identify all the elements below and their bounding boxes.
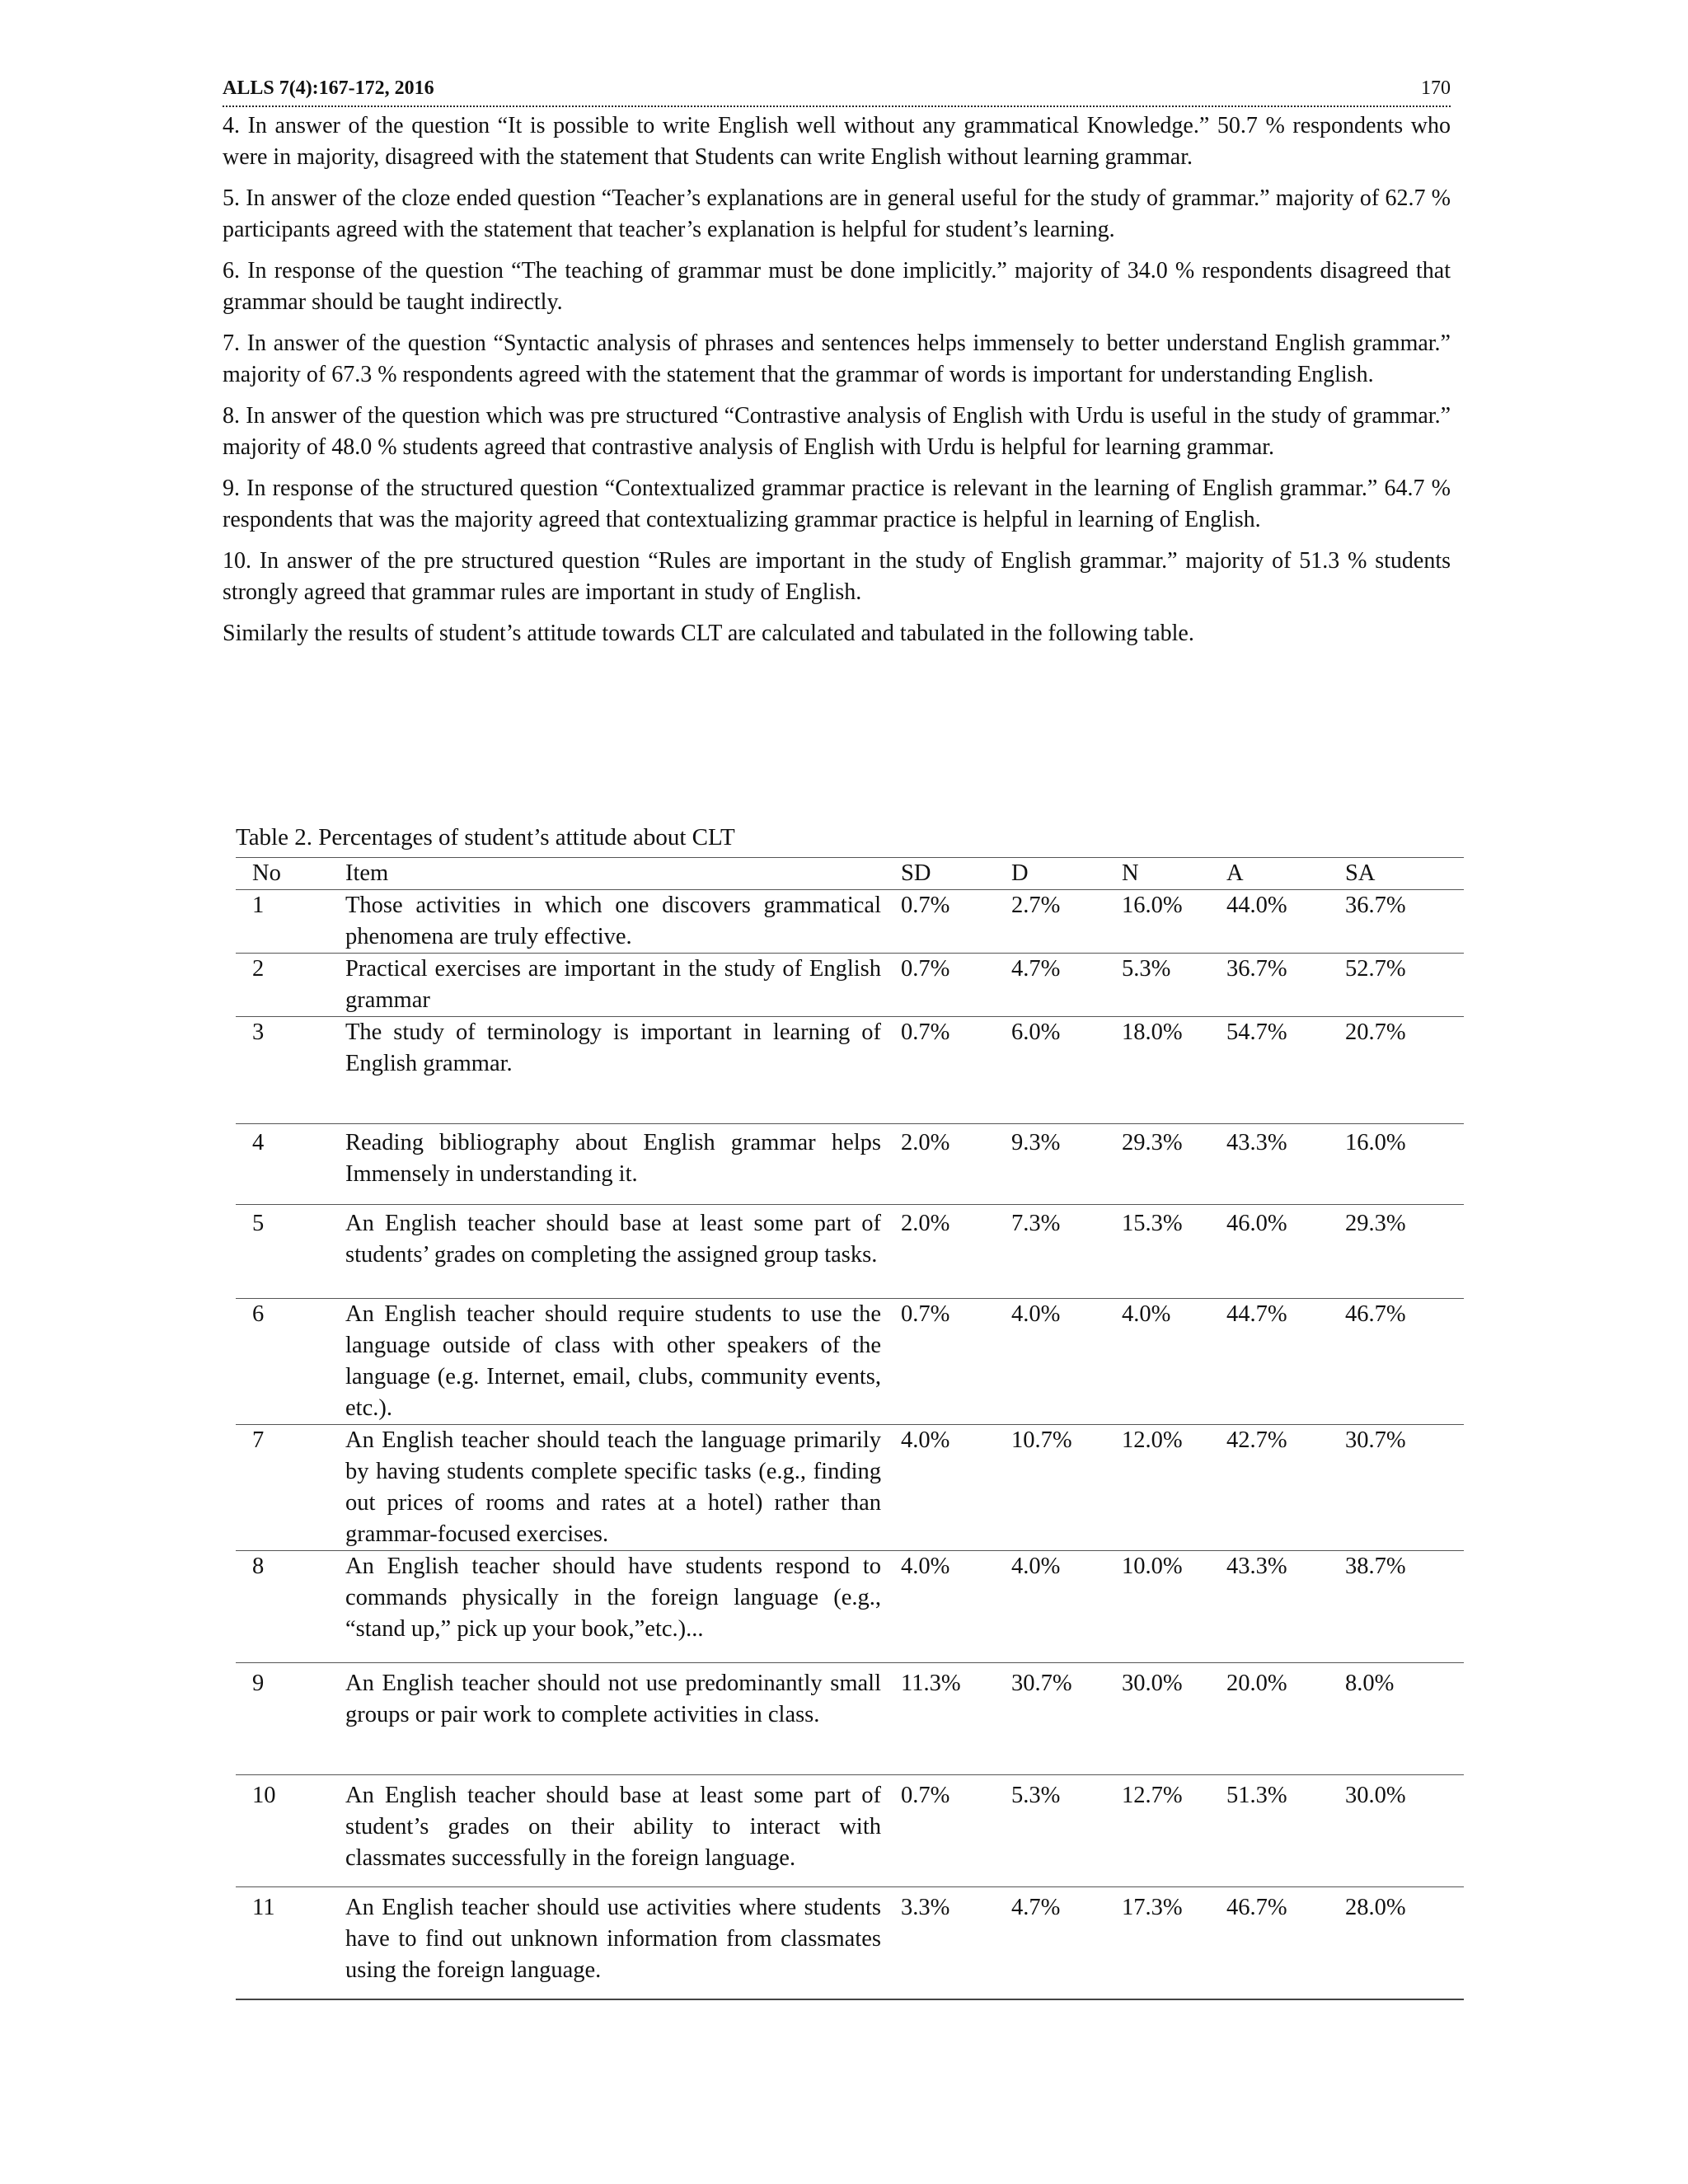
table-row	[236, 1124, 1464, 1205]
cell-sd: 0.7%	[901, 893, 950, 918]
cell-a: 20.0%	[1226, 1671, 1287, 1696]
cell-item: An English teacher should have students respond to commands physically in the foreign language (e.g., “stand up,” pick up your book,”etc.)...	[345, 1554, 881, 1642]
cell-d: 30.7%	[1011, 1671, 1072, 1696]
column-header-n: N	[1122, 860, 1139, 886]
paragraph-finding-5: 5. In answer of the cloze ended question “Teacher’s explanations are in general useful for the study of grammar.” majority of 62.7 % participants agreed with the statement that teacher’s explanation is helpful for student’s learning.	[223, 185, 1451, 242]
cell-sd: 0.7%	[901, 1019, 950, 1045]
cell-a: 42.7%	[1226, 1427, 1287, 1453]
page-number: 170	[1421, 77, 1451, 99]
table-row	[236, 1887, 1464, 1999]
cell-a: 44.7%	[1226, 1301, 1287, 1327]
cell-item: Practical exercises are important in the study of English grammar	[345, 956, 881, 1013]
cell-n: 15.3%	[1122, 1211, 1183, 1236]
column-header-a: A	[1226, 860, 1244, 886]
cell-d: 4.0%	[1011, 1554, 1061, 1579]
cell-d: 5.3%	[1011, 1783, 1061, 1808]
cell-a: 44.0%	[1226, 893, 1287, 918]
paragraph-finding-8: 8. In answer of the question which was pre structured “Contrastive analysis of English with Urdu is useful in the study of grammar.” majority of 48.0 % students agreed that contrastive analysis of English with Urdu is helpful for learning grammar.	[223, 403, 1451, 460]
body-text	[223, 110, 1451, 659]
table-row	[236, 1425, 1464, 1551]
column-header-sa: SA	[1345, 860, 1376, 886]
cell-item: The study of terminology is important in learning of English grammar.	[345, 1019, 881, 1076]
cell-no: 1	[252, 893, 265, 918]
cell-sd: 0.7%	[901, 1783, 950, 1808]
column-header-no: No	[252, 860, 281, 886]
cell-no: 6	[252, 1301, 265, 1327]
cell-sd: 4.0%	[901, 1554, 950, 1579]
table-row	[236, 1551, 1464, 1663]
paragraph-finding-10: 10. In answer of the pre structured question “Rules are important in the study of English grammar.” majority of 51.3 % students strongly agreed that grammar rules are important in study of English.	[223, 548, 1451, 605]
paragraph-finding-9: 9. In response of the structured question “Contextualized grammar practice is relevant in the learning of English grammar.” 64.7 % respondents that was the majority agreed that contextualizing grammar practice is helpful in learning of English.	[223, 476, 1451, 532]
cell-sd: 0.7%	[901, 1301, 950, 1327]
paragraph-finding-7: 7. In answer of the question “Syntactic analysis of phrases and sentences helps immensely to better understand English grammar.” majority of 67.3 % respondents agreed with the statement that the grammar of words is important for understanding English.	[223, 330, 1451, 387]
cell-d: 4.7%	[1011, 956, 1061, 982]
cell-no: 2	[252, 956, 265, 982]
cell-item: An English teacher should base at least some part of students’ grades on completing the assigned group tasks.	[345, 1211, 881, 1268]
cell-sa: 29.3%	[1345, 1211, 1406, 1236]
cell-sa: 46.7%	[1345, 1301, 1406, 1327]
cell-no: 5	[252, 1211, 265, 1236]
cell-sd: 2.0%	[901, 1211, 950, 1236]
table-header-row	[236, 858, 1464, 890]
cell-d: 7.3%	[1011, 1211, 1061, 1236]
cell-sa: 38.7%	[1345, 1554, 1406, 1579]
column-header-d: D	[1011, 860, 1029, 886]
cell-sa: 52.7%	[1345, 956, 1406, 982]
cell-d: 4.0%	[1011, 1301, 1061, 1327]
cell-sa: 20.7%	[1345, 1019, 1406, 1045]
cell-sd: 11.3%	[901, 1671, 961, 1696]
cell-a: 36.7%	[1226, 956, 1287, 982]
cell-n: 12.0%	[1122, 1427, 1183, 1453]
cell-item: An English teacher should teach the language primarily by having students complete specific tasks (e.g., finding out prices of rooms and rates at a hotel) rather than grammar-focused exercises.	[345, 1427, 881, 1547]
cell-no: 11	[252, 1895, 275, 1920]
cell-a: 46.7%	[1226, 1895, 1287, 1920]
column-header-sd: SD	[901, 860, 931, 886]
cell-item: An English teacher should use activities where students have to find out unknown information from classmates using the foreign language.	[345, 1895, 881, 1983]
cell-item: An English teacher should require students to use the language outside of class with other speakers of the language (e.g. Internet, email, clubs, community events, etc.).	[345, 1301, 881, 1421]
cell-n: 29.3%	[1122, 1130, 1183, 1155]
cell-no: 3	[252, 1019, 265, 1045]
table-row	[236, 954, 1464, 1017]
cell-item: An English teacher should base at least some part of student’s grades on their ability to interact with classmates successfully in the foreign language.	[345, 1783, 881, 1871]
table-row	[236, 1663, 1464, 1775]
cell-n: 5.3%	[1122, 956, 1171, 982]
cell-no: 4	[252, 1130, 265, 1155]
cell-sa: 30.7%	[1345, 1427, 1406, 1453]
cell-no: 10	[252, 1783, 276, 1808]
cell-d: 6.0%	[1011, 1019, 1061, 1045]
cell-a: 43.3%	[1226, 1130, 1287, 1155]
table-row	[236, 1775, 1464, 1887]
clt-attitude-table	[236, 857, 1464, 2000]
cell-item: Reading bibliography about English grammar helps Immensely in understanding it.	[345, 1130, 881, 1187]
cell-a: 51.3%	[1226, 1783, 1287, 1808]
cell-a: 43.3%	[1226, 1554, 1287, 1579]
cell-n: 4.0%	[1122, 1301, 1171, 1327]
cell-no: 9	[252, 1671, 265, 1696]
cell-item: Those activities in which one discovers grammatical phenomena are truly effective.	[345, 893, 881, 949]
cell-n: 10.0%	[1122, 1554, 1183, 1579]
paragraph-finding-6: 6. In response of the question “The teaching of grammar must be done implicitly.” majority of 34.0 % respondents disagreed that grammar should be taught indirectly.	[223, 258, 1451, 315]
cell-n: 16.0%	[1122, 893, 1183, 918]
cell-d: 4.7%	[1011, 1895, 1061, 1920]
cell-a: 46.0%	[1226, 1211, 1287, 1236]
cell-sa: 30.0%	[1345, 1783, 1406, 1808]
cell-d: 2.7%	[1011, 893, 1061, 918]
cell-a: 54.7%	[1226, 1019, 1287, 1045]
table-row	[236, 1017, 1464, 1124]
cell-sd: 4.0%	[901, 1427, 950, 1453]
cell-n: 17.3%	[1122, 1895, 1183, 1920]
cell-n: 12.7%	[1122, 1783, 1183, 1808]
cell-sd: 0.7%	[901, 956, 950, 982]
cell-d: 9.3%	[1011, 1130, 1061, 1155]
column-header-item: Item	[345, 860, 389, 886]
page-header	[223, 77, 1451, 107]
cell-n: 30.0%	[1122, 1671, 1183, 1696]
cell-sa: 28.0%	[1345, 1895, 1406, 1920]
cell-sa: 8.0%	[1345, 1671, 1395, 1696]
cell-sd: 2.0%	[901, 1130, 950, 1155]
cell-d: 10.7%	[1011, 1427, 1072, 1453]
cell-no: 8	[252, 1554, 265, 1579]
paragraph-finding-4: 4. In answer of the question “It is possible to write English well without any grammatical Knowledge.” 50.7 % respondents who were in majority, disagreed with the statement that Students can write English without learning grammar.	[223, 113, 1451, 170]
paragraph-table-intro: Similarly the results of student’s attitude towards CLT are calculated and tabulated in the following table.	[223, 621, 1194, 646]
cell-n: 18.0%	[1122, 1019, 1183, 1045]
table-row	[236, 890, 1464, 954]
cell-sa: 16.0%	[1345, 1130, 1406, 1155]
cell-no: 7	[252, 1427, 265, 1453]
table-caption: Table 2. Percentages of student’s attitude about CLT	[236, 824, 735, 851]
cell-sa: 36.7%	[1345, 893, 1406, 918]
table-row	[236, 1299, 1464, 1425]
cell-item: An English teacher should not use predominantly small groups or pair work to complete activities in class.	[345, 1671, 881, 1727]
cell-sd: 3.3%	[901, 1895, 950, 1920]
table-row	[236, 1205, 1464, 1299]
journal-citation: ALLS 7(4):167-172, 2016	[223, 77, 434, 99]
